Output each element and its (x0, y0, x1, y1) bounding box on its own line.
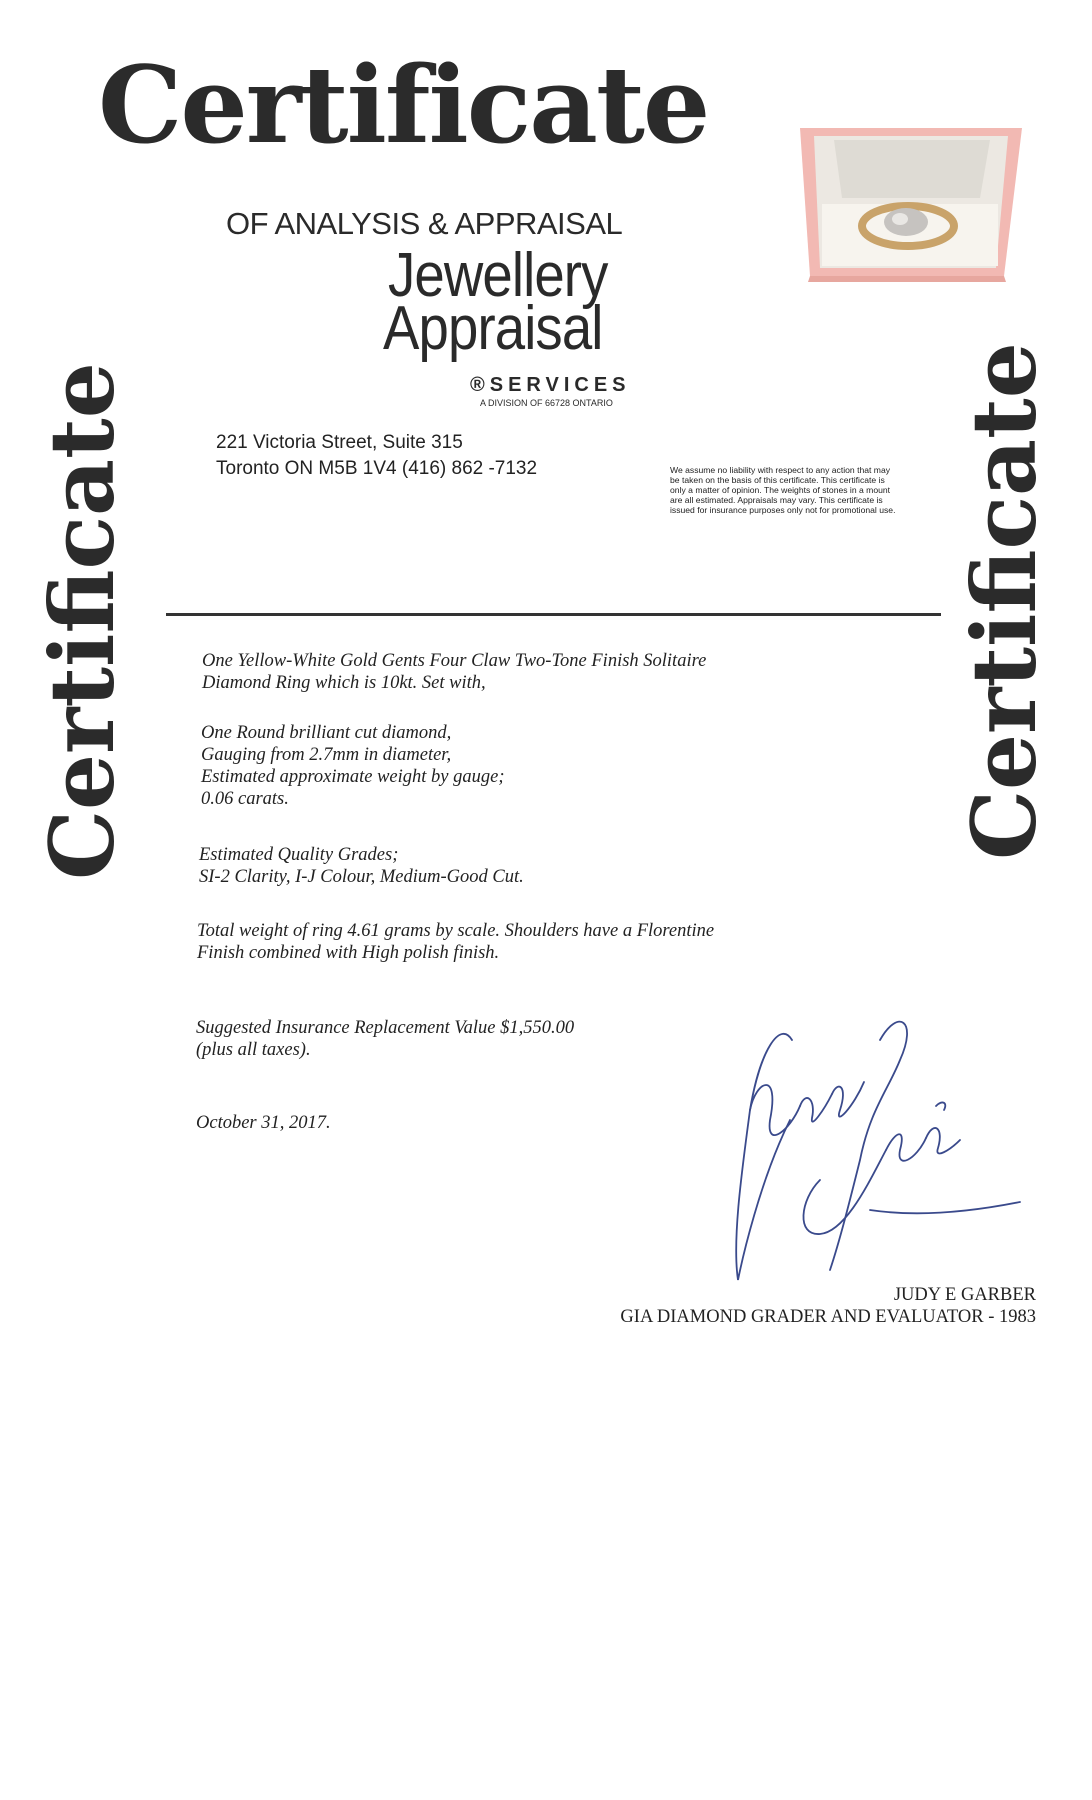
signatory-name: JUDY E GARBER (893, 1285, 1036, 1305)
insurance-value (196, 1017, 574, 1061)
text-line: (plus all taxes). (196, 1040, 311, 1060)
text-line: Estimated Quality Grades; (199, 845, 399, 865)
text-line: Total weight of ring 4.61 grams by scale. Shoulders have a Florentine (197, 921, 715, 941)
logo-division: A DIVISION OF 66728 ONTARIO (480, 398, 613, 408)
address-line-1: 221 Victoria Street, Suite 315 (216, 432, 463, 453)
certificate-title: Certificate (98, 42, 709, 167)
text-line: One Round brilliant cut diamond, (201, 723, 452, 743)
certificate-side-right: Certificate (952, 342, 1056, 860)
signatory-block (540, 1284, 1036, 1328)
text-line: Diamond Ring which is 10kt. Set with, (202, 673, 486, 693)
divider-rule (166, 613, 941, 616)
text-line: One Yellow-White Gold Gents Four Claw Two-Tone Finish Solitaire (202, 651, 707, 671)
logo-jewellery: Jewellery (388, 241, 608, 310)
text-line: 0.06 carats. (201, 789, 289, 809)
text-line: Finish combined with High polish finish. (197, 943, 500, 963)
certificate-subtitle: OF ANALYSIS & APPRAISAL (226, 206, 623, 241)
signatory-title: GIA DIAMOND GRADER AND EVALUATOR - 1983 (620, 1307, 1036, 1327)
diamond-description (201, 722, 504, 810)
text-line: Suggested Insurance Replacement Value $1,550.00 (196, 1018, 575, 1038)
text-line: Gauging from 2.7mm in diameter, (201, 745, 452, 765)
ring-photo (800, 128, 1022, 282)
logo-services: ®SERVICES (470, 374, 631, 396)
address-block (216, 430, 537, 482)
certificate-side-left: Certificate (30, 362, 134, 880)
signature-icon (720, 1010, 1040, 1310)
logo-appraisal: Appraisal (383, 294, 603, 363)
ring-box-icon (800, 128, 1022, 282)
text-line: Estimated approximate weight by gauge; (201, 767, 505, 787)
signature (720, 1010, 1040, 1310)
text-line: SI-2 Clarity, I-J Colour, Medium-Good Cut. (199, 867, 524, 887)
liability-disclaimer: We assume no liability with respect to any action that may be taken on the basis of this certificate. This certificate is only a matter of opinion. The weights of stones in a mount are all estimated. Appraisals may vary. This certificate is issued for insurance purposes only not for promotional use. (670, 465, 896, 515)
quality-grades (199, 844, 524, 888)
address-line-2: Toronto ON M5B 1V4 (416) 862 -7132 (216, 458, 538, 479)
appraisal-date: October 31, 2017. (196, 1113, 331, 1133)
ring-description (202, 650, 706, 694)
ring-weight (197, 920, 714, 964)
